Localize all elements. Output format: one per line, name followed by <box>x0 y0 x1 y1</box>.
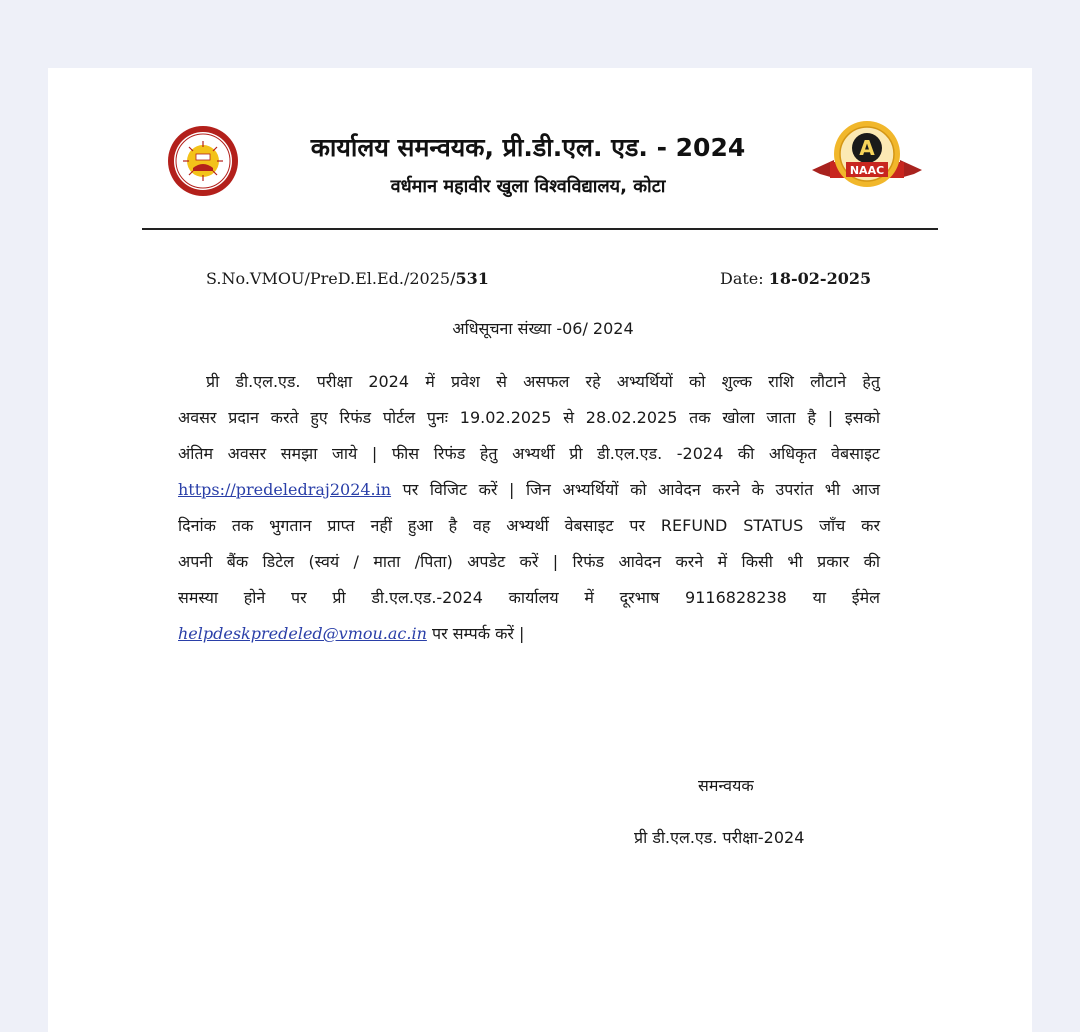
notice-date <box>720 269 871 288</box>
signatory-designation: समन्वयक <box>698 776 754 795</box>
body-line: दिनांक तक भुगतान प्राप्त नहीं हुआ है वह अभ्यर्थी वेबसाइट पर REFUND STATUS जाँच कर <box>178 516 880 535</box>
naac-grade-letter: A <box>859 136 875 160</box>
body-line: प्री डी.एल.एड. परीक्षा 2024 में प्रवेश से असफल रहे अभ्यर्थियों को शुल्क राशि लौटाने हेतु <box>206 372 880 391</box>
body-line: अंतिम अवसर समझा जाये | फीस रिफंड हेतु अभ्यर्थी प्री डी.एल.एड. -2024 की अधिकृत वेबसाइट <box>178 444 880 463</box>
body-line: अवसर प्रदान करते हुए रिफंड पोर्टल पुनः 19.02.2025 से 28.02.2025 तक खोला जाता है | इसको <box>178 408 880 427</box>
helpdesk-email-link[interactable]: helpdeskpredeled@vmou.ac.in <box>178 624 427 643</box>
website-link[interactable]: https://predeledraj2024.in <box>178 480 392 499</box>
university-seal-logo <box>166 124 240 198</box>
reference-number <box>206 269 489 288</box>
reference-serial: 531 <box>455 269 489 288</box>
body-line <box>178 472 880 508</box>
university-name: वर्धमान महावीर खुला विश्वविद्यालय, कोटा <box>390 176 666 197</box>
notice-body <box>178 364 880 652</box>
reference-prefix: S.No.VMOU/PreD.El.Ed./2025/ <box>206 269 456 288</box>
header-divider <box>142 228 938 230</box>
letterhead <box>48 68 1032 233</box>
date-label: Date: <box>720 269 769 288</box>
notice-page <box>48 68 1032 1032</box>
body-line: अपनी बैंक डिटेल (स्वयं / माता /पिता) अपडेट करें | रिफंड आवेदन करने में किसी भी प्रकार की <box>178 552 880 571</box>
signatory-office: प्री डी.एल.एड. परीक्षा-2024 <box>634 828 805 847</box>
body-line-text: पर विजिट करें | जिन अभ्यर्थियों को आवेदन करने के उपरांत भी आज <box>391 480 880 499</box>
body-line <box>178 616 880 652</box>
body-line: समस्या होने पर प्री डी.एल.एड.-2024 कार्यालय में दूरभाष 9116828238 या ईमेल <box>178 588 880 607</box>
naac-label: NAAC <box>849 164 885 177</box>
office-title: कार्यालय समन्वयक, प्री.डी.एल. एड. - 2024 <box>310 133 746 162</box>
notification-number: अधिसूचना संख्या -06/ 2024 <box>452 319 634 338</box>
date-value: 18-02-2025 <box>768 269 872 288</box>
body-line-text: पर सम्पर्क करें | <box>426 624 525 643</box>
